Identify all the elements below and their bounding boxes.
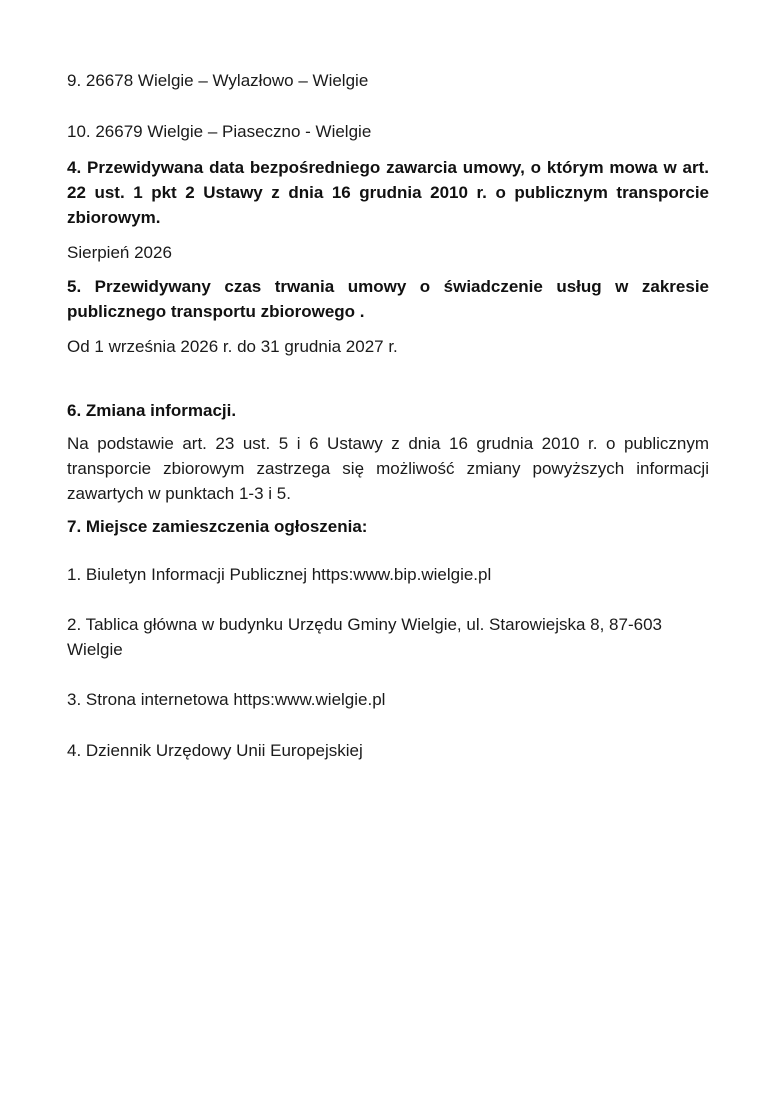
section-5-heading: 5. Przewidywany czas trwania umowy o świadczenie usług w zakresie publicznego transportu zbiorowego . [67,277,709,321]
publication-item-3: 3. Strona internetowa https:www.wielgie.pl [67,690,386,709]
publication-item-4: 4. Dziennik Urzędowy Unii Europejskiej [67,741,363,760]
publication-item-1: 1. Biuletyn Informacji Publicznej https:www.bip.wielgie.pl [67,565,492,584]
section-4-value: Sierpień 2026 [67,243,172,262]
section-6-body: Na podstawie art. 23 ust. 5 i 6 Ustawy z dnia 16 grudnia 2010 r. o publicznym transporcie zbiorowym zastrzega się możliwość zmiany powyższych informacji zawartych w punktach 1-3 i 5. [67,434,709,503]
section-5-value: Od 1 września 2026 r. do 31 grudnia 2027 r. [67,337,398,356]
section-4-heading: 4. Przewidywana data bezpośredniego zawarcia umowy, o którym mowa w art. 22 ust. 1 pkt 2 Ustawy z dnia 16 grudnia 2010 r. o publicznym transporcie zbiorowym. [67,158,709,227]
section-6-heading: 6. Zmiana informacji. [67,401,237,420]
route-item-10: 10. 26679 Wielgie – Piaseczno - Wielgie [67,122,372,141]
publication-item-2: 2. Tablica główna w budynku Urzędu Gminy Wielgie, ul. Starowiejska 8, 87-603 Wielgie [67,615,662,659]
section-7-heading: 7. Miejsce zamieszczenia ogłoszenia: [67,517,368,536]
route-item-9: 9. 26678 Wielgie – Wylazłowo – Wielgie [67,71,369,90]
